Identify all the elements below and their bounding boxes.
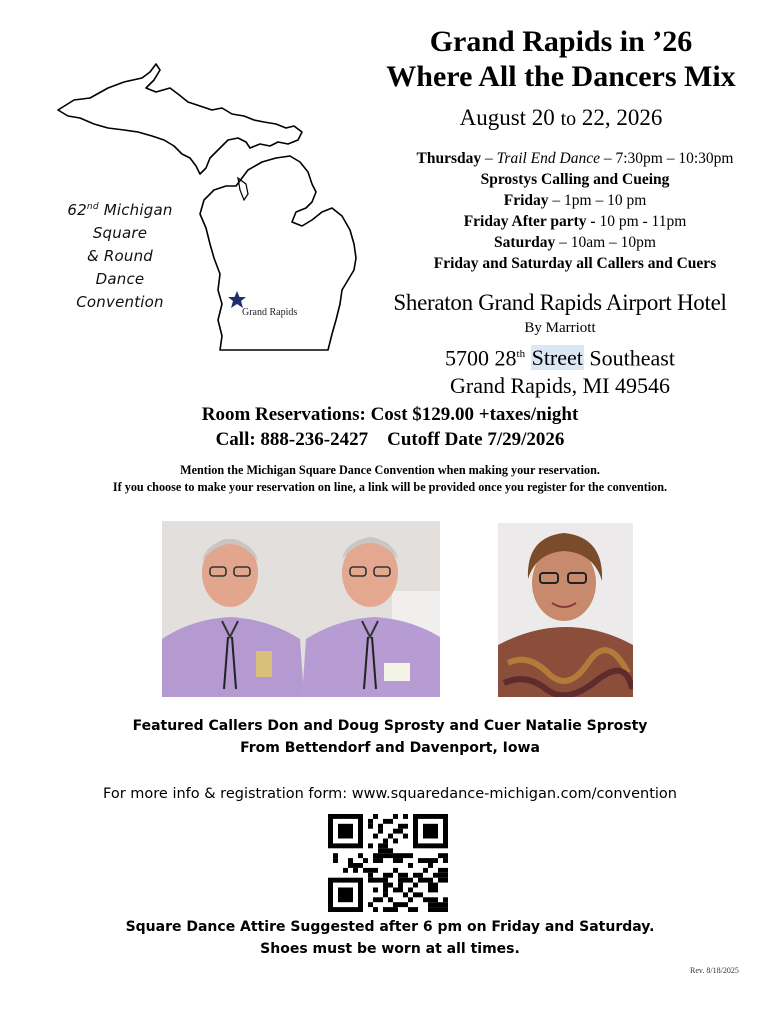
caption-line-square: Square — [92, 224, 148, 242]
featured-callers — [0, 715, 780, 759]
dates-to: to — [560, 108, 577, 130]
mention-line: Mention the Michigan Square Dance Convention when making your reservation. — [180, 463, 600, 477]
attire-line-1: Square Dance Attire Suggested after 6 pm on Friday and Saturday. — [125, 919, 655, 935]
schedule-all-callers — [370, 253, 780, 274]
schedule-friday-afterparty — [370, 211, 780, 232]
street-word: Street — [531, 345, 583, 371]
saturday-label: Saturday — [494, 234, 556, 251]
reservation-cutoff: Cutoff Date 7/29/2026 — [387, 429, 565, 450]
more-info-link[interactable]: For more info & registration form: www.squaredance-michigan.com/convention — [103, 786, 677, 802]
grand-rapids-label: Grand Rapids — [242, 307, 298, 318]
revision-date: Rev. 8/18/2025 — [690, 966, 739, 975]
thursday-sep: – — [481, 150, 497, 167]
caption-ordinal: nd — [86, 202, 99, 212]
caption-number: 62 — [67, 201, 87, 219]
thursday-label: Thursday — [416, 150, 482, 167]
hotel-street-line — [355, 340, 765, 372]
convention-caption — [56, 196, 184, 314]
dates-start: August 20 — [459, 105, 555, 130]
hotel-name: Sheraton Grand Rapids Airport Hotel — [393, 290, 727, 315]
hotel-brand: By Marriott — [524, 320, 596, 336]
title-line-2: Where All the Dancers Mix — [386, 60, 736, 93]
caption-state: Michigan — [98, 201, 173, 219]
afterparty-label: Friday After party - — [463, 213, 600, 230]
qr-code[interactable] — [328, 814, 448, 912]
caption-line-convention: Convention — [76, 293, 164, 311]
online-line: If you choose to make your reservation on line, a link will be provided once you register for the convention. — [112, 480, 668, 494]
attire-note — [0, 916, 780, 960]
attire-line-2: Shoes must be worn at all times. — [260, 941, 520, 957]
thursday-time: – 7:30pm – 10:30pm — [599, 150, 734, 167]
caption-line-round: & Round — [87, 247, 153, 265]
schedule — [370, 148, 780, 274]
cuer-photo — [498, 523, 633, 697]
street-direction: Southeast — [583, 345, 675, 371]
schedule-sprostys — [370, 169, 780, 190]
friday-label: Friday — [503, 192, 549, 209]
callers-photo — [162, 521, 440, 697]
lower-peninsula-outline — [200, 156, 356, 350]
afterparty-time: 10 pm - 11pm — [599, 213, 687, 230]
reservation-note — [0, 462, 780, 496]
featured-line-1: Featured Callers Don and Doug Sprosty and Cuer Natalie Sprosty — [132, 718, 648, 734]
hotel-address — [355, 340, 765, 400]
thursday-event: Trail End Dance — [496, 150, 600, 167]
reservation-info — [0, 402, 780, 452]
schedule-thursday — [370, 148, 780, 169]
event-dates — [360, 105, 762, 131]
title-line-1: Grand Rapids in ’26 — [429, 25, 693, 58]
street-ordinal: th — [516, 348, 526, 360]
caption-line-dance: Dance — [95, 270, 145, 288]
schedule-friday — [370, 190, 780, 211]
grand-rapids-star-icon — [228, 291, 246, 308]
schedule-saturday — [370, 232, 780, 253]
friday-time: – 1pm – 10 pm — [548, 192, 647, 209]
featured-line-2: From Bettendorf and Davenport, Iowa — [240, 740, 540, 756]
sprostys-label: Sprostys Calling and Cueing — [480, 171, 670, 188]
reservation-cost: Room Reservations: Cost $129.00 +taxes/night — [201, 404, 579, 425]
upper-peninsula-outline — [58, 64, 302, 174]
street-number: 5700 28 — [445, 345, 517, 371]
dates-end: 22, 2026 — [581, 105, 663, 130]
page-title — [360, 24, 762, 94]
saturday-time: – 10am – 10pm — [555, 234, 656, 251]
reservation-phone: Call: 888-236-2427 — [215, 429, 369, 450]
all-callers-label: Friday and Saturday all Callers and Cuers — [433, 255, 717, 272]
hotel-city-line: Grand Rapids, MI 49546 — [450, 373, 670, 399]
reservation-call-line — [0, 427, 780, 452]
